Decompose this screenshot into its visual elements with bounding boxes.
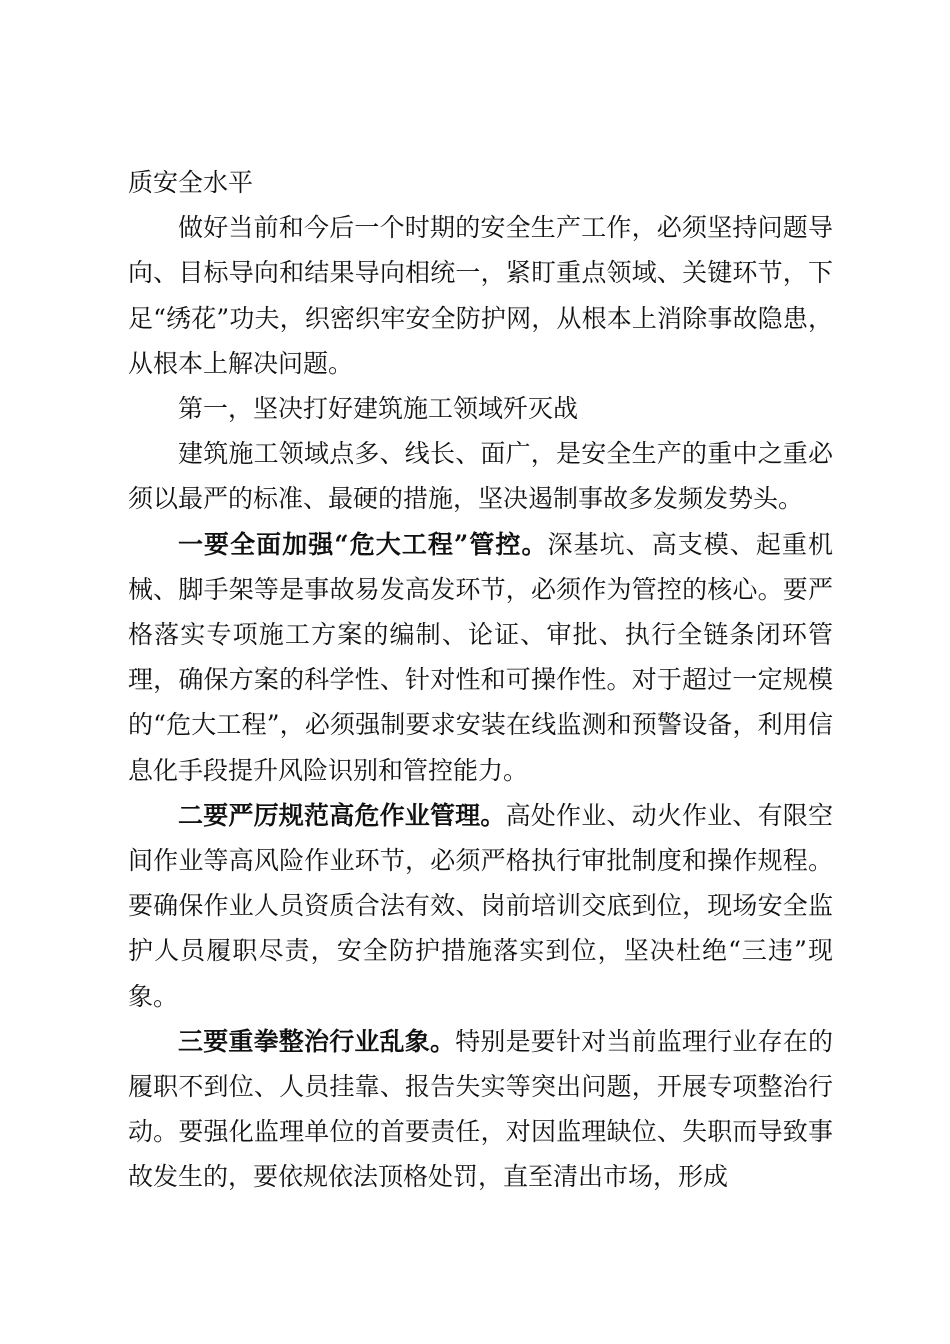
paragraph-point-three <box>128 1019 833 1200</box>
paragraph-intro <box>128 205 833 386</box>
paragraph-text: 特别是要针对当前监理行业存在的履职不到位、人员挂靠、报告失实等突出问题，开展专项整治行动。要强化监理单位的首要责任，对因监理缺位、失职而导致事故发生的，要依规依法顶格处罚，直至清出市场，形成 <box>128 1026 833 1192</box>
paragraph-text: 质安全水平 <box>128 168 254 197</box>
paragraph-text: 深基坑、高支模、起重机械、脚手架等是事故易发高发环节，必须作为管控的核心。要严格落实专项施工方案的编制、论证、审批、执行全链条闭环管理，确保方案的科学性、针对性和可操作性。对于超过一定规模的“危大工程”，必须强制要求安装在线监测和预警设备，利用信息化手段提升风险识别和管控能力。 <box>128 529 833 785</box>
point-one-lead: 一要全面加强“危大工程”管控。 <box>178 529 548 559</box>
paragraph-text: 建筑施工领域点多、线长、面广，是安全生产的重中之重必须以最严的标准、最硬的措施，坚决遏制事故多发频发势头。 <box>128 439 833 514</box>
point-three-lead: 三要重拳整治行业乱象。 <box>178 1026 456 1056</box>
paragraph-point-one <box>128 522 833 793</box>
paragraph-continuation <box>128 160 833 205</box>
paragraph-text: 做好当前和今后一个时期的安全生产工作，必须坚持问题导向、目标导向和结果导向相统一，紧盯重点领域、关键环节，下足“绣花”功夫，织密织牢安全防护网，从根本上消除事故隐患，从根本上解决问题。 <box>128 213 833 378</box>
paragraph-text: 高处作业、动火作业、有限空间作业等高风险作业环节，必须严格执行审批制度和操作规程。要确保作业人员资质合法有效、岗前培训交底到位，现场安全监护人员履职尽责，安全防护措施落实到位，坚决杜绝“三违”现象。 <box>128 800 833 1011</box>
document-body <box>128 160 833 1200</box>
section-heading <box>128 386 833 431</box>
paragraph-point-two <box>128 793 833 1019</box>
paragraph-overview <box>128 431 833 521</box>
section-heading-text: 第一，坚决打好建筑施工领域歼灭战 <box>178 394 579 424</box>
point-two-lead: 二要严厉规范高危作业管理。 <box>178 800 506 830</box>
